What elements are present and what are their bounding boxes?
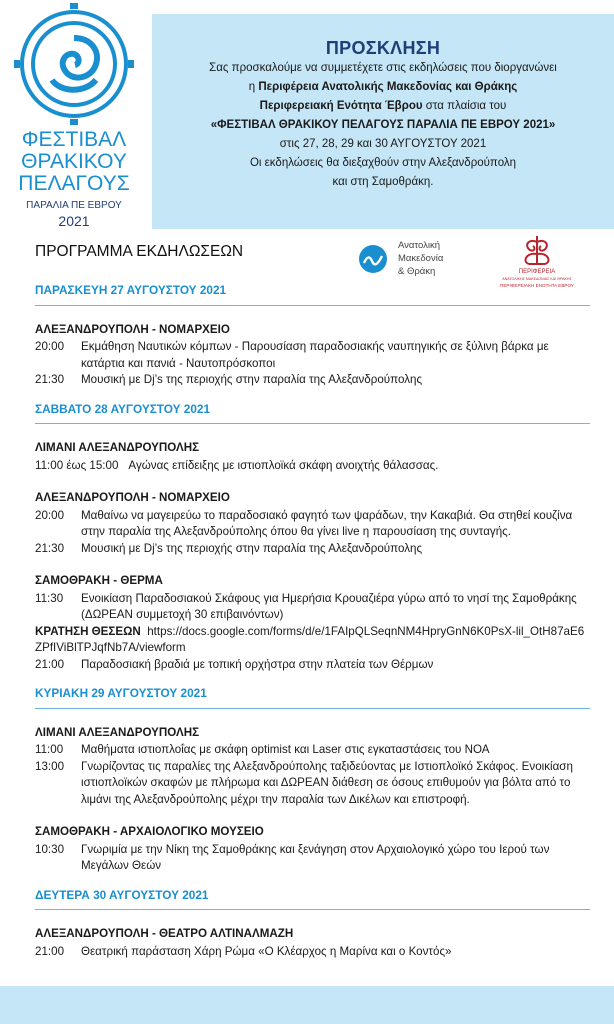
event-row — [35, 508, 590, 541]
day-heading: ΚΥΡΙΑΚΗ 29 ΑΥΓΟΥΣΤΟΥ 2021 — [35, 686, 207, 700]
event-row — [35, 657, 590, 674]
event-time: 20:00 — [35, 340, 65, 353]
event-row — [35, 944, 590, 961]
venue-heading: ΛΙΜΑΝΙ ΑΛΕΞΑΝΔΡΟΥΠΟΛΗΣ — [35, 441, 200, 454]
invitation-line-6: Οι εκδηλώσεις θα διεξαχθούν στην Αλεξανδρούπολη — [249, 157, 517, 169]
event-row — [35, 372, 590, 389]
program-list — [35, 282, 590, 960]
invitation-line-3 — [152, 97, 614, 116]
event-description: Αγώνας επίδειξης με ιστιοπλοϊκά σκάφη ανοιχτής θάλασσας. — [128, 458, 439, 472]
event-time: 10:30 — [35, 842, 65, 856]
region-line1: ΠΕΡΙΦΕΡΕΙΑ — [518, 269, 556, 275]
logo-year: 2021 — [58, 213, 90, 229]
invitation-line-2-pre: η — [248, 81, 259, 93]
reservation-label: ΚΡΑΤΗΣΗ ΘΕΣΕΩΝ — [35, 624, 141, 638]
logo-subtitle: ΠΑΡΑΛΙΑ ΠΕ ΕΒΡΟΥ — [26, 200, 122, 211]
amth-line3: & Θράκη — [398, 266, 436, 277]
venue-heading: ΑΛΕΞΑΝΔΡΟΥΠΟΛΗ - ΝΟΜΑΡΧΕΙΟ — [35, 322, 230, 336]
invitation-regional-unit: Περιφερειακή Ενότητα Έβρου — [259, 100, 423, 112]
event-time: 21:30 — [35, 541, 65, 555]
event-row — [35, 842, 590, 875]
region-emblem-icon — [484, 230, 590, 290]
invitation-line-1: Σας προσκαλούμε να συμμετέχετε στις εκδηλώσεις που διοργανώνει — [209, 62, 557, 74]
event-row — [35, 339, 590, 372]
amth-line1: Ανατολική — [398, 240, 441, 251]
invitation-line-7: και στη Σαμοθράκη. — [332, 176, 434, 188]
invitation-organizer: Περιφέρεια Ανατολικής Μακεδονίας και Θράκης — [258, 81, 518, 93]
event-description: Μουσική με Dj’s της περιοχής στην παραλία της Αλεξανδρούπολης — [81, 373, 423, 386]
event-row — [35, 458, 590, 475]
invitation-title: ΠΡΟΣΚΛΗΣΗ — [325, 38, 441, 58]
event-row — [35, 742, 590, 759]
invitation-panel — [152, 14, 614, 229]
venue-heading: ΑΛΕΞΑΝΔΡΟΥΠΟΛΗ - ΝΟΜΑΡΧΕΙΟ — [35, 491, 230, 504]
logo-line3: ΠΕΛΑΓΟΥΣ — [18, 172, 130, 195]
event-description: Γνωριμία με την Νίκη της Σαμοθράκης και ξενάγηση στον Αρχαιολογικό χώρο του Ιερού των Μεγάλων Θεών — [81, 842, 550, 872]
festival-logo — [0, 0, 150, 232]
event-row — [35, 591, 590, 624]
event-time: 11:00 — [35, 743, 64, 756]
footer-band — [0, 986, 614, 1024]
invitation-line-4 — [152, 116, 614, 135]
day-heading: ΣΑΒΒΑΤΟ 28 ΑΥΓΟΥΣΤΟΥ 2021 — [35, 401, 211, 416]
day-divider — [35, 305, 590, 306]
invitation-dates: στις 27, 28, 29 και 30 ΑΥΓΟΥΣΤΟΥ 2021 — [279, 138, 487, 150]
spiral-wave-logo-icon — [0, 0, 150, 232]
event-row — [35, 541, 590, 558]
event-description: Παραδοσιακή βραδιά με τοπική ορχήστρα στην πλατεία των Θέρμων — [81, 657, 434, 671]
event-description: Εκμάθηση Ναυτικών κόμπων - Παρουσίαση παραδοσιακής ναυπηγικής σε ξύλινη βάρκα με κατάρτια και πανιά - Ναυτοπρόσκοποι — [81, 340, 549, 370]
event-row — [35, 759, 590, 809]
venue-heading: ΣΑΜΟΘΡΑΚΗ - ΑΡΧΑΙΟΛΟΓΙΚΟ ΜΟΥΣΕΙΟ — [35, 825, 264, 838]
event-description: Μαθήματα ιστιοπλοΐας με σκάφη optimist και Laser στις εγκαταστάσεις του ΝΟΑ — [81, 743, 490, 756]
venue-heading: ΛΙΜΑΝΙ ΑΛΕΞΑΝΔΡΟΥΠΟΛΗΣ — [35, 725, 200, 739]
region-evros-logo — [484, 230, 590, 290]
amth-line2: Μακεδονία — [398, 253, 444, 264]
event-description: Γνωρίζοντας τις παραλίες της Αλεξανδρούπολης ταξιδεύοντας με Ιστιοπλοϊκό Σκάφος. Ενοικίαση ιστιοπλοϊκών σκαφών με πλήρωμα και ΔΩΡΕΑΝ διάθεση σε όσους επιθυμούν για βόλτα από το λιμάνι της Αλεξανδρούπολης μέχρι την παραλία των Δικέλων και επιστροφή. — [81, 759, 573, 806]
event-time: 13:00 — [35, 759, 65, 773]
event-time: 21:00 — [35, 944, 65, 958]
event-description: Μαθαίνω να μαγειρεύω το παραδοσιακό φαγητό των ψαράδων, την Κακαβιά. Θα στηθεί κουζίνα στην παραλία της Αλεξανδρούπολης όπου θα γίνει live η παρουσίαση της συνταγής. — [81, 508, 573, 538]
event-time: 20:00 — [35, 508, 65, 522]
event-time: 11:30 — [35, 591, 64, 605]
reservation-link[interactable]: https://docs.google.com/forms/d/e/1FAIpQLSeqnNM4HpryGnN6K0PsX-lil_OtH87aE6ZPfIViBlTPJqfNb7A/viewform — [35, 624, 585, 654]
event-description: Θεατρική παράσταση Χάρη Ρώμα «Ο Κλέαρχος η Μαρίνα και ο Κοντός» — [81, 944, 452, 958]
event-time: 21:00 — [35, 657, 65, 671]
amth-logo — [358, 234, 478, 284]
invitation-line-2 — [152, 78, 614, 97]
day-divider — [35, 708, 590, 709]
logo-line1: ΦΕΣΤΙΒΑΛ — [21, 128, 127, 151]
day-heading: ΠΑΡΑΣΚΕΥΗ 27 ΑΥΓΟΥΣΤΟΥ 2021 — [35, 283, 227, 297]
program-heading: ΠΡΟΓΡΑΜΜΑ ΕΚΔΗΛΩΣΕΩΝ — [35, 243, 244, 260]
day-heading: ΔΕΥΤΕΡΑ 30 ΑΥΓΟΥΣΤΟΥ 2021 — [35, 887, 209, 902]
invitation-line-3-post: στα πλαίσια του — [422, 100, 507, 112]
region-line3: ΠΕΡΙΦΕΡΕΙΑΚΗ ΕΝΟΤΗΤΑ ΕΒΡΟΥ — [500, 283, 574, 288]
venue-heading: ΑΛΕΞΑΝΔΡΟΥΠΟΛΗ - ΘΕΑΤΡΟ ΑΛΤΙΝΑΛΜΑΖΗ — [35, 927, 294, 940]
region-line2: ΑΝΑΤΟΛΙΚΗΣ ΜΑΚΕΔΟΝΙΑΣ ΚΑΙ ΘΡΑΚΗΣ — [502, 277, 572, 281]
day-divider — [35, 423, 590, 424]
invitation-festival-name: «ΦΕΣΤΙΒΑΛ ΘΡΑΚΙΚΟΥ ΠΕΛΑΓΟΥΣ ΠΑΡΑΛΙΑ ΠΕ ΕΒΡΟΥ 2021» — [210, 119, 556, 131]
event-time: 11:00 έως 15:00 — [35, 458, 119, 472]
reservation-line — [35, 624, 590, 657]
logo-line2: ΘΡΑΚΙΚΟΥ — [21, 150, 127, 173]
event-time: 21:30 — [35, 373, 65, 386]
event-description: Ενοικίαση Παραδοσιακού Σκάφους για Ημερήσια Κρουαζιέρα γύρω από το νησί της Σαμοθράκης (ΔΩΡΕΑΝ συμμετοχή 30 επιβαινόντων) — [81, 591, 577, 621]
venue-heading: ΣΑΜΟΘΡΑΚΗ - ΘΕΡΜΑ — [35, 574, 163, 587]
day-divider — [35, 909, 590, 910]
event-description: Μουσική με Dj’s της περιοχής στην παραλία της Αλεξανδρούπολης — [81, 541, 423, 555]
amth-logo-icon — [358, 234, 478, 284]
